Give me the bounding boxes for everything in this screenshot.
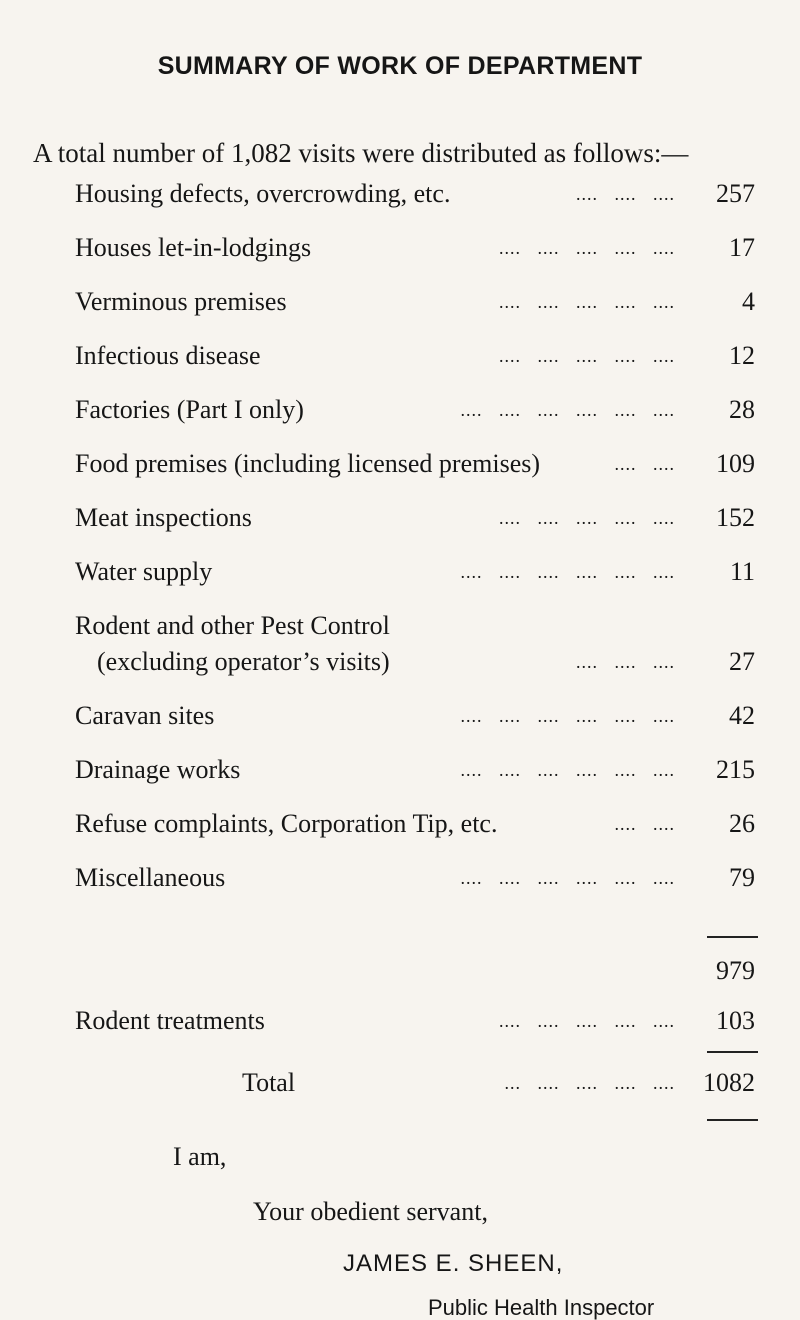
item-value: 215 (716, 755, 755, 784)
total-label: Total (242, 1068, 296, 1097)
item-label: Water supply (75, 557, 213, 586)
item-label: Factories (Part I only) (75, 395, 304, 424)
leader-dots: .... .... (614, 454, 675, 474)
total-row (75, 1068, 755, 1098)
subtotal-value: 979 (716, 956, 755, 985)
list-item (75, 395, 755, 425)
item-label: Refuse complaints, Corporation Tip, etc. (75, 809, 498, 838)
item-value: 79 (729, 863, 755, 892)
intro-text: A total number of 1,082 visits were distributed as follows:— (33, 138, 689, 168)
item-label: Meat inspections (75, 503, 252, 532)
leader-dots: .... .... .... (576, 184, 675, 204)
signatory-position: Public Health Inspector (428, 1295, 655, 1320)
item-value: 27 (729, 647, 755, 676)
leader-dots: .... .... .... .... .... (499, 508, 675, 528)
signatory-name: JAMES E. SHEEN, (343, 1250, 564, 1277)
list-item (75, 179, 755, 209)
leader-dots: .... .... .... (576, 652, 675, 672)
closing-greeting: I am, (173, 1142, 227, 1171)
item-label: Drainage works (75, 755, 241, 784)
total-underline (707, 1119, 758, 1121)
list-item (75, 809, 755, 839)
list-item (75, 233, 755, 263)
item-value: 152 (716, 503, 755, 532)
rodent-treatments-row (75, 1006, 755, 1036)
total-value: 1082 (703, 1068, 755, 1097)
leader-dots: .... .... (614, 814, 675, 834)
item-label: Housing defects, overcrowding, etc. (75, 179, 451, 208)
leader-dots: .... .... .... .... .... (499, 1011, 675, 1031)
subtotal-rule (707, 936, 758, 938)
item-value: 103 (716, 1006, 755, 1035)
closing-servant: Your obedient servant, (253, 1197, 488, 1226)
leader-dots: .... .... .... .... .... (499, 238, 675, 258)
item-label: (excluding operator’s visits) (97, 647, 390, 676)
item-value: 12 (729, 341, 755, 370)
item-value: 11 (729, 557, 755, 586)
leader-dots: .... .... .... .... .... (499, 292, 675, 312)
leader-dots: ... .... .... .... .... (504, 1073, 675, 1093)
list-item (75, 503, 755, 533)
item-value: 4 (742, 287, 755, 316)
item-label: Infectious disease (75, 341, 261, 370)
item-value: 257 (716, 179, 755, 208)
item-label: Food premises (including licensed premises) (75, 449, 541, 478)
leader-dots: .... .... .... .... .... .... (460, 400, 675, 420)
list-item (75, 341, 755, 371)
item-value: 17 (729, 233, 755, 262)
list-item (75, 557, 755, 587)
list-item (75, 647, 755, 677)
page-title: SUMMARY OF WORK OF DEPARTMENT (157, 52, 643, 80)
total-rule (707, 1051, 758, 1053)
item-label: Caravan sites (75, 701, 215, 730)
list-item (75, 755, 755, 785)
leader-dots: .... .... .... .... .... (499, 346, 675, 366)
leader-dots: .... .... .... .... .... .... (460, 868, 675, 888)
item-label: Miscellaneous (75, 863, 226, 892)
item-label: Houses let-in-lodgings (75, 233, 312, 262)
list-item (75, 287, 755, 317)
item-value: 26 (729, 809, 755, 838)
leader-dots: .... .... .... .... .... .... (460, 562, 675, 582)
list-item (75, 701, 755, 731)
leader-dots: .... .... .... .... .... .... (460, 760, 675, 780)
list-item (75, 611, 755, 641)
leader-dots: .... .... .... .... .... .... (460, 706, 675, 726)
item-value: 28 (729, 395, 755, 424)
list-item (75, 863, 755, 893)
list-item (75, 449, 755, 479)
item-value: 42 (729, 701, 755, 730)
item-label: Rodent and other Pest Control (75, 611, 390, 640)
item-label: Verminous premises (75, 287, 287, 316)
item-value: 109 (716, 449, 755, 478)
item-label: Rodent treatments (75, 1006, 265, 1035)
